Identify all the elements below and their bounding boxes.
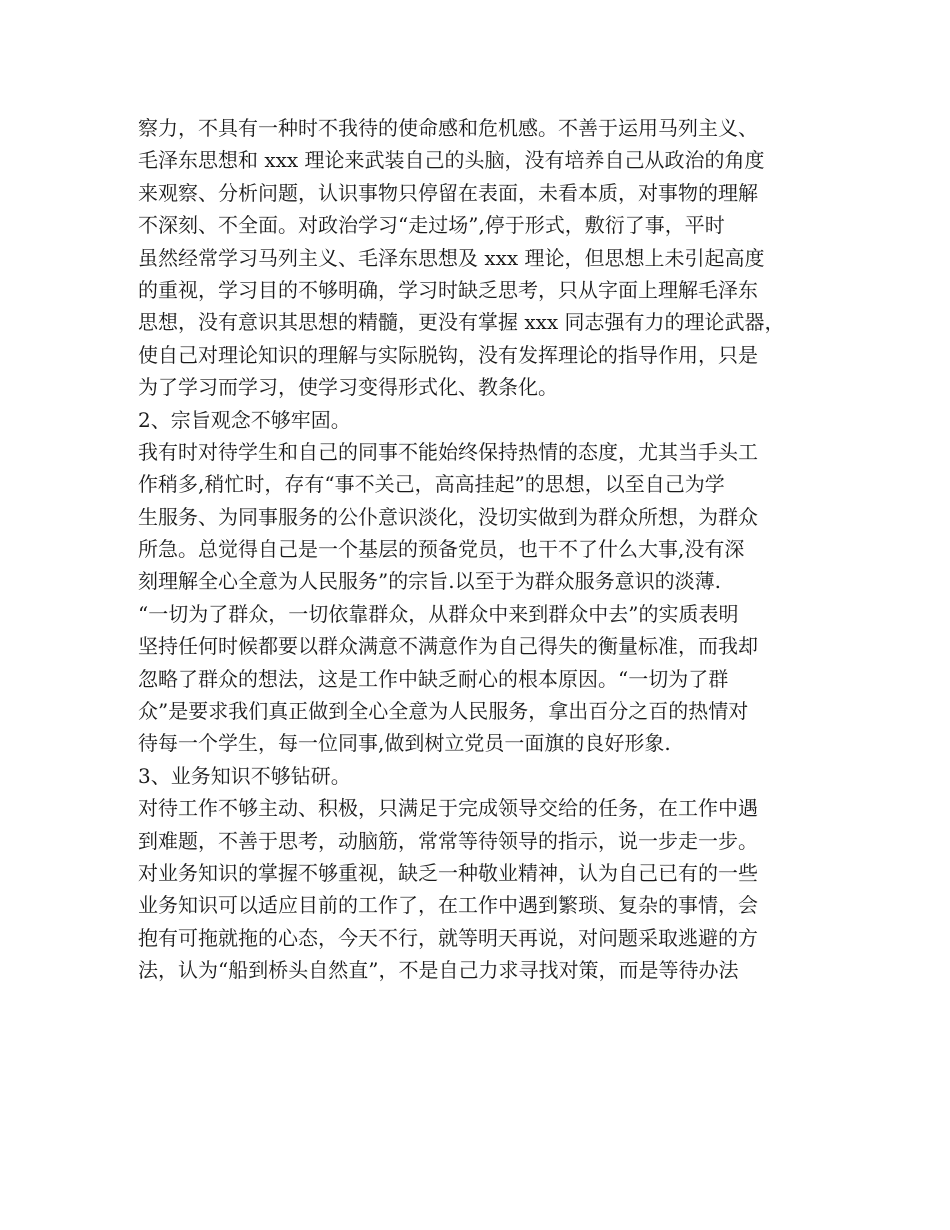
text-line: 法，认为“船到桥头自然直”，不是自己力求寻找对策，而是等待办法: [138, 958, 739, 983]
text-line: 来观察、分析问题，认识事物只停留在表面，未看本质，对事物的理解: [138, 180, 758, 205]
text-line: 虽然经常学习马列主义、毛泽东思想及 xxx 理论，但思想上未引起高度: [138, 245, 765, 270]
body-text: [138, 112, 828, 987]
text-line: 抱有可拖就拖的心态，今天不行，就等明天再说，对问题采取逃避的方: [138, 925, 758, 950]
text-line: 察力，不具有一种时不我待的使命感和危机感。不善于运用马列主义、: [138, 116, 758, 140]
text-line: 刻理解全心全意为人民服务”的宗旨.以至于为群众服务意识的淡薄.: [138, 569, 721, 594]
text-line: 忽略了群众的想法，这是工作中缺乏耐心的根本原因。“一切为了群: [138, 666, 729, 691]
text-line: 不深刻、不全面。对政治学习“走过场”,停于形式，敷衍了事，平时: [138, 213, 725, 238]
text-line: 我有时对待学生和自己的同事不能始终保持热情的态度，尤其当手头工: [138, 439, 758, 464]
text-line: 思想，没有意识其思想的精髓，更没有掌握 xxx 同志强有力的理论武器，: [138, 310, 785, 335]
text-line: 毛泽东思想和 xxx 理论来武装自己的头脑，没有培养自己从政治的角度: [138, 148, 765, 173]
text-line: 作稍多,稍忙时，存有“事不关己，高高挂起”的思想，以至自己为学: [138, 472, 725, 497]
text-line: “一切为了群众，一切依靠群众，从群众中来到群众中去”的实质表明: [138, 601, 739, 626]
text-line: 业务知识可以适应目前的工作了，在工作中遇到繁琐、复杂的事情，会: [138, 893, 758, 918]
text-line: 使自己对理论知识的理解与实际脱钩，没有发挥理论的指导作用，只是: [138, 342, 758, 367]
section-heading: 3、业务知识不够钻研。: [138, 763, 351, 788]
text-line: 待每一个学生，每一位同事,做到树立党员一面旗的良好形象.: [138, 731, 671, 756]
text-line: 众”是要求我们真正做到全心全意为人民服务，拿出百分之百的热情对: [138, 699, 749, 724]
text-line: 所急。总觉得自己是一个基层的预备党员，也干不了什么大事,没有深: [138, 537, 745, 562]
text-line: 对业务知识的掌握不够重视，缺乏一种敬业精神，认为自己已有的一些: [138, 860, 758, 885]
text-line: 生服务、为同事服务的公仆意识淡化，没切实做到为群众所想，为群众: [138, 504, 758, 529]
text-line: 的重视，学习目的不够明确，学习时缺乏思考，只从字面上理解毛泽东: [138, 277, 758, 302]
text-line: 到难题，不善于思考，动脑筋，常常等待领导的指示，说一步走一步。: [138, 828, 758, 853]
text-line: 对待工作不够主动、积极，只满足于完成领导交给的任务，在工作中遇: [138, 796, 758, 821]
text-line: 为了学习而学习，使学习变得形式化、教条化。: [138, 375, 558, 400]
section-heading: 2、宗旨观念不够牢固。: [138, 407, 351, 432]
text-line: 坚持任何时候都要以群众满意不满意作为自己得失的衡量标准，而我却: [138, 634, 758, 659]
